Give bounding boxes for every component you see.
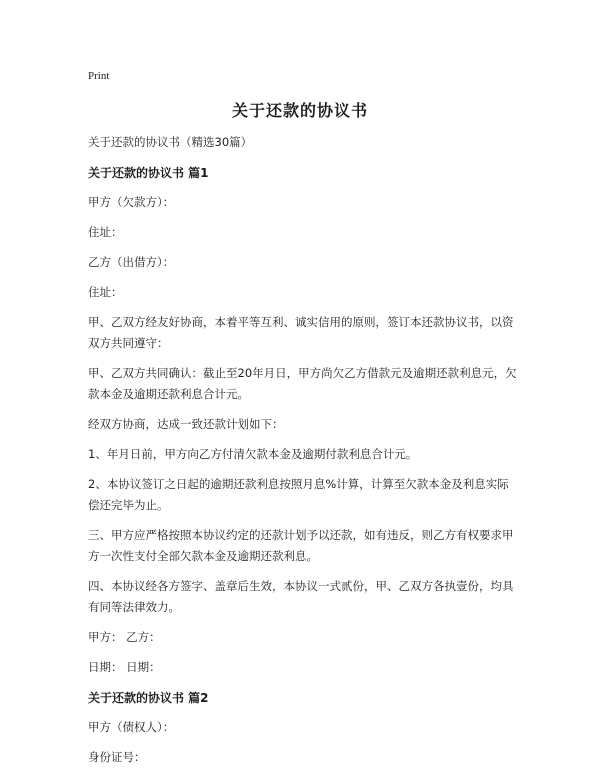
id-number-line: 身份证号： (88, 750, 146, 764)
document-body (88, 132, 518, 777)
confirm-paragraph: 甲、乙双方共同确认：截止至20年月日，甲方尚欠乙方借款元及逾期还款利息元，欠款本金及逾期还款利息合计元。 (88, 366, 517, 401)
party-b-line: 乙方（出借方）： (88, 255, 175, 269)
date-line: 日期： 日期： (88, 660, 161, 674)
address-a-line: 住址： (88, 225, 123, 239)
document-subtitle: 关于还款的协议书（精选30篇） (88, 135, 253, 149)
signature-line: 甲方： 乙方： (88, 630, 161, 644)
document-title: 关于还款的协议书 (231, 101, 368, 120)
print-label[interactable]: Print (88, 70, 110, 82)
item-3-paragraph: 三、甲方应严格按照本协议约定的还款计划予以还款，如有违反，则乙方有权要求甲方一次性支付全部欠款本金及逾期还款利息。 (88, 528, 514, 563)
intro-paragraph: 甲、乙双方经友好协商，本着平等互利、诚实信用的原则，签订本还款协议书，以资双方共同遵守： (88, 315, 514, 350)
address-b-line: 住址： (88, 285, 123, 299)
creditor-line: 甲方（债权人）： (88, 720, 175, 734)
section-title-1: 关于还款的协议书 篇1 (88, 166, 209, 180)
item-2-paragraph: 2、本协议签订之日起的逾期还款利息按照月息%计算，计算至欠款本金及利息实际偿还完毕为止。 (88, 477, 509, 512)
party-a-line: 甲方（欠款方）： (88, 195, 175, 209)
plan-intro-paragraph: 经双方协商，达成一致还款计划如下： (88, 417, 284, 431)
section-title-2: 关于还款的协议书 篇2 (88, 691, 209, 705)
item-1-paragraph: 1、年月日前，甲方向乙方付清欠款本金及逾期付款利息合计元。 (88, 447, 418, 461)
item-4-paragraph: 四、本协议经各方签字、盖章后生效，本协议一式贰份，甲、乙双方各执壹份，均具有同等法律效力。 (88, 579, 514, 614)
